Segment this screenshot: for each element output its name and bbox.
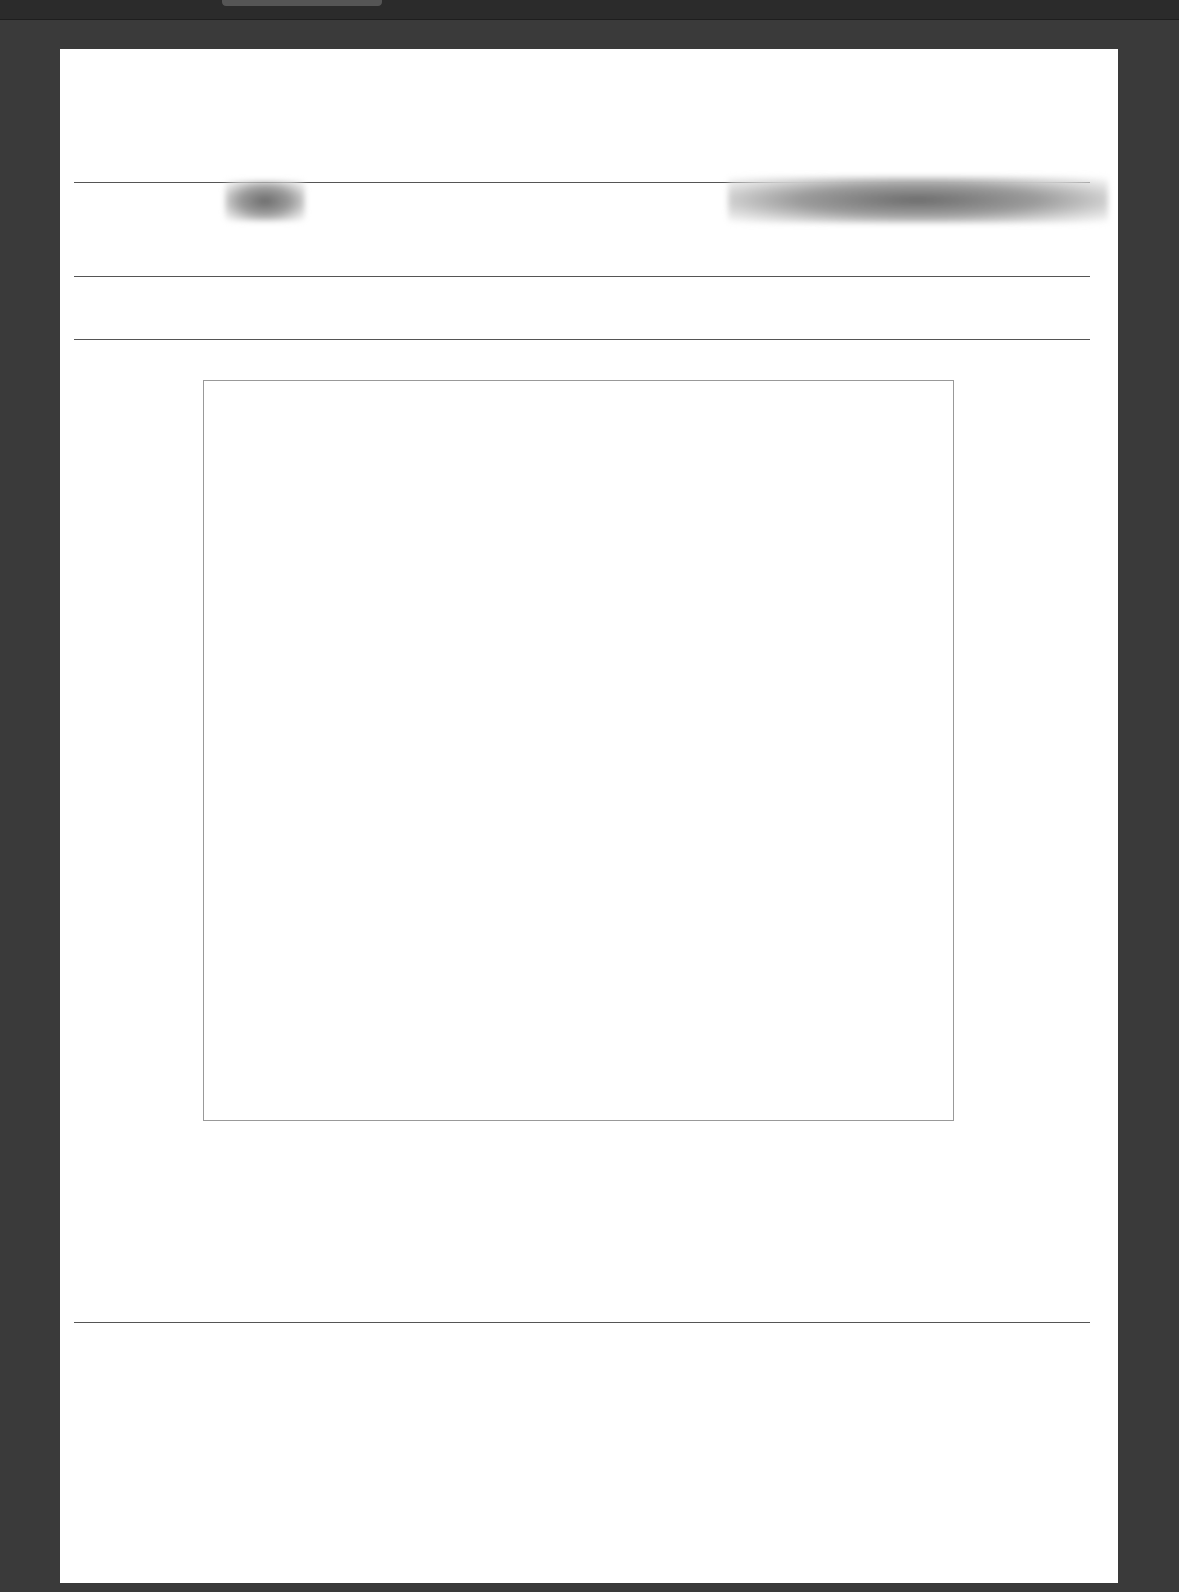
divider xyxy=(74,339,1090,340)
viewer-tab[interactable] xyxy=(222,0,382,6)
divider xyxy=(74,1322,1090,1323)
fragment-analysis-panels xyxy=(203,380,954,1121)
redacted-pid xyxy=(728,177,1108,223)
divider xyxy=(74,276,1090,277)
viewer-top-bar xyxy=(0,0,1179,20)
redacted-name xyxy=(225,181,305,221)
report-page xyxy=(60,49,1118,1583)
